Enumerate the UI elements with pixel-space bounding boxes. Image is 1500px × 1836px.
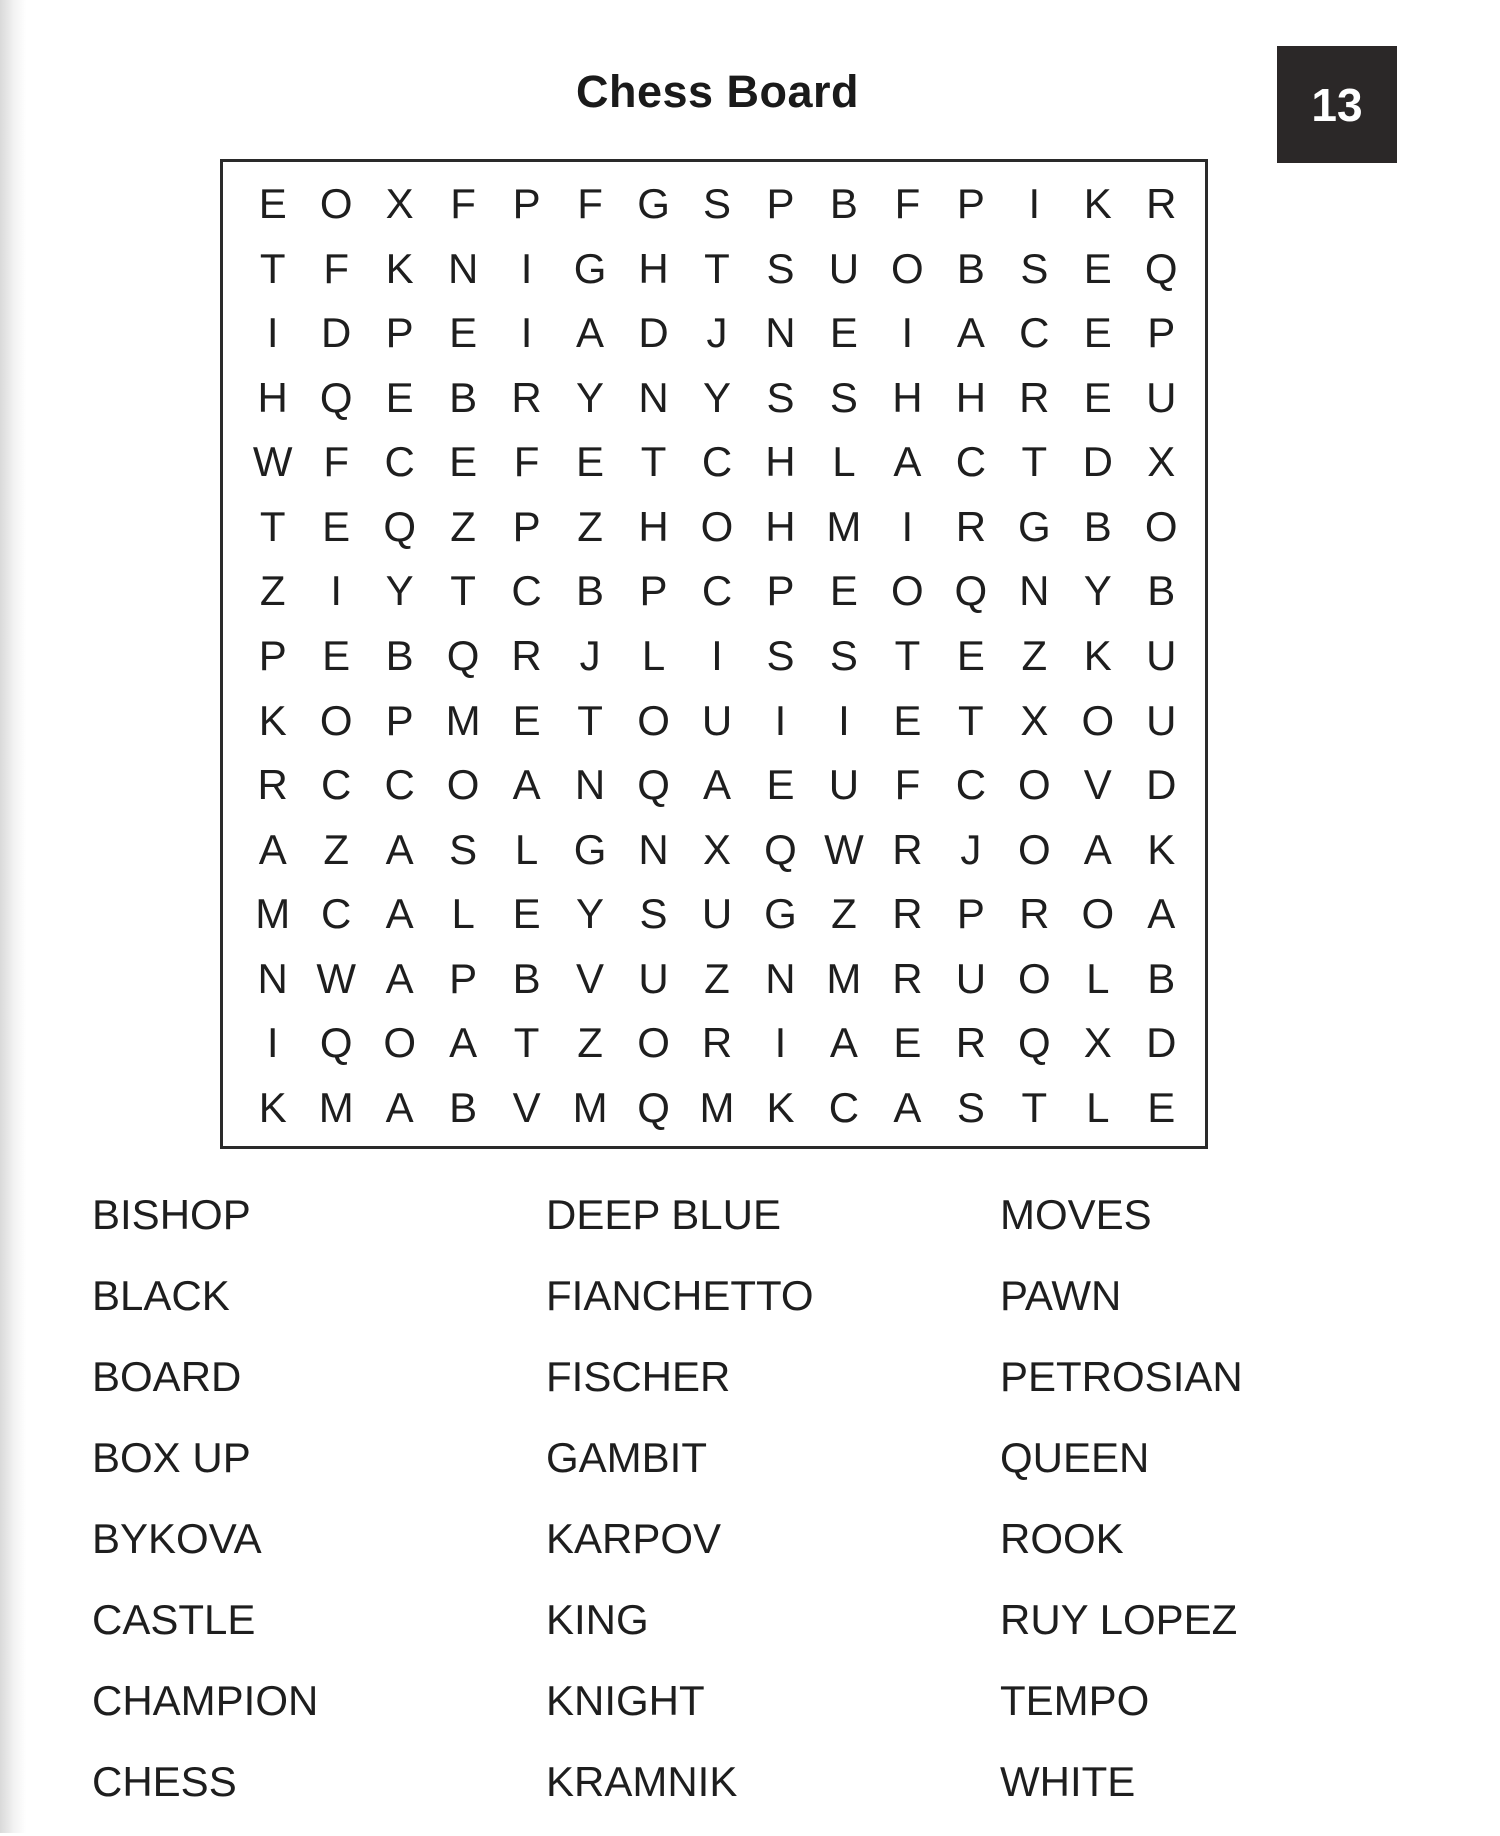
grid-letter: I (901, 309, 914, 357)
grid-letter: Q (446, 631, 480, 679)
grid-letter: A (512, 761, 541, 809)
grid-letter: B (512, 954, 541, 1002)
grid-letter: H (765, 438, 796, 486)
grid-letter: X (1083, 1019, 1112, 1067)
grid-letter: Y (385, 567, 414, 615)
grid-letter: C (384, 761, 415, 809)
grid-letter: P (956, 180, 985, 228)
grid-letter: Z (577, 1019, 603, 1067)
grid-letter: A (829, 1019, 858, 1067)
grid-letter: A (449, 1019, 478, 1067)
grid-letter: B (1147, 567, 1176, 615)
grid-letter: A (385, 1083, 414, 1131)
grid-letter: P (385, 309, 414, 357)
grid-letter: B (956, 244, 985, 292)
grid-letter: O (1144, 502, 1178, 550)
grid-letter: E (1083, 244, 1112, 292)
grid-letter: U (701, 890, 733, 938)
grid-letter: P (512, 180, 541, 228)
word-list-item: BLACK (92, 1272, 230, 1319)
grid-letter: P (258, 631, 287, 679)
word-list-item: TEMPO (1000, 1677, 1150, 1724)
grid-letter: B (829, 180, 858, 228)
grid-letter: R (892, 890, 923, 938)
grid-letter: I (266, 1019, 279, 1067)
grid-letter: O (319, 180, 353, 228)
grid-letter: T (894, 631, 921, 679)
grid-letter: Z (831, 890, 857, 938)
grid-letter: I (1028, 180, 1041, 228)
grid-letter: E (512, 696, 541, 744)
grid-letter: Z (1021, 631, 1048, 679)
grid-letter: A (385, 890, 414, 938)
grid-letter: D (1082, 438, 1113, 486)
grid-letter: U (1146, 631, 1177, 679)
grid-letter: K (1147, 825, 1176, 873)
grid-letter: Q (383, 502, 416, 550)
grid-letter: O (446, 761, 480, 809)
grid-letter: M (826, 954, 862, 1002)
grid-letter: U (1146, 696, 1177, 744)
grid-letter: M (318, 1083, 354, 1131)
grid-letter: X (1147, 438, 1176, 486)
word-list-item: PAWN (1000, 1272, 1122, 1319)
word-search-grid (241, 172, 1193, 1140)
grid-letter: C (955, 438, 987, 486)
grid-letter: Q (319, 373, 353, 421)
grid-letter: C (511, 567, 542, 615)
grid-letter: R (1019, 890, 1050, 938)
grid-letter: B (1083, 502, 1112, 550)
grid-letter: U (828, 761, 860, 809)
grid-letter: T (259, 502, 286, 550)
grid-letter: E (449, 309, 478, 357)
grid-letter: F (894, 761, 921, 809)
grid-letter: E (322, 631, 351, 679)
word-list-item: PETROSIAN (1000, 1353, 1243, 1400)
grid-letter: C (384, 438, 415, 486)
grid-letter: H (892, 373, 923, 421)
grid-letter: R (892, 825, 923, 873)
grid-letter: L (1086, 954, 1110, 1002)
word-list-item: MOVES (1000, 1191, 1152, 1238)
grid-letter: S (449, 825, 478, 873)
grid-letter: Z (450, 502, 476, 550)
grid-letter: Y (576, 373, 605, 421)
grid-letter: G (764, 890, 797, 938)
grid-letter: V (1083, 761, 1112, 809)
grid-letter: A (1083, 825, 1112, 873)
grid-letter: E (1083, 373, 1112, 421)
grid-letter: O (319, 696, 353, 744)
grid-letter: O (1017, 954, 1051, 1002)
grid-letter: L (641, 631, 666, 679)
grid-letter: I (838, 696, 850, 744)
grid-letter: Q (637, 761, 670, 809)
grid-letter: F (323, 438, 350, 486)
grid-letter: P (385, 696, 414, 744)
grid-letter: N (447, 244, 479, 292)
grid-letter: J (579, 631, 601, 679)
grid-letter: F (323, 244, 350, 292)
grid-letter: A (385, 825, 414, 873)
page-edge-shadow (0, 0, 26, 1833)
grid-letter: Z (704, 954, 730, 1002)
grid-letter: S (766, 244, 795, 292)
grid-letter: U (638, 954, 669, 1002)
grid-letter: N (574, 761, 606, 809)
grid-letter: O (1081, 890, 1115, 938)
grid-letter: E (576, 438, 605, 486)
grid-letter: T (259, 244, 286, 292)
word-list-item: CASTLE (92, 1596, 256, 1643)
grid-letter: G (573, 825, 607, 873)
grid-letter: A (385, 954, 414, 1002)
grid-letter: Q (319, 1019, 353, 1067)
grid-letter: U (701, 696, 733, 744)
word-list-item: RUY LOPEZ (1000, 1596, 1238, 1643)
grid-letter: Q (1017, 1019, 1051, 1067)
grid-letter: G (637, 180, 670, 228)
grid-letter: F (894, 180, 921, 228)
grid-letter: O (1017, 761, 1051, 809)
grid-letter: E (449, 438, 478, 486)
grid-letter: H (638, 244, 669, 292)
grid-letter: U (1146, 373, 1177, 421)
grid-letter: T (1021, 438, 1048, 486)
grid-letter: J (960, 825, 982, 873)
grid-letter: M (826, 502, 862, 550)
grid-letter: E (1083, 309, 1112, 357)
grid-letter: W (824, 825, 864, 873)
grid-letter: P (1147, 309, 1176, 357)
grid-letter: H (955, 373, 987, 421)
grid-letter: Q (954, 567, 988, 615)
grid-letter: N (257, 954, 288, 1002)
grid-letter: K (1083, 631, 1112, 679)
grid-letter: T (704, 244, 730, 292)
grid-letter: N (1019, 567, 1050, 615)
grid-letter: I (774, 696, 787, 744)
grid-letter: J (706, 309, 728, 357)
grid-letter: R (1146, 180, 1177, 228)
word-list-item: KNIGHT (546, 1677, 705, 1724)
grid-letter: M (572, 1083, 608, 1131)
grid-letter: S (829, 373, 858, 421)
grid-letter: I (520, 244, 533, 292)
grid-letter: R (511, 373, 542, 421)
grid-letter: L (832, 438, 856, 486)
grid-letter: P (956, 890, 985, 938)
word-list-item: QUEEN (1000, 1434, 1150, 1481)
grid-letter: E (829, 309, 858, 357)
grid-letter: L (451, 890, 475, 938)
grid-letter: S (639, 890, 668, 938)
grid-letter: U (828, 244, 860, 292)
word-list-item: BOARD (92, 1353, 242, 1400)
grid-letter: I (520, 309, 533, 357)
grid-letter: C (701, 438, 733, 486)
grid-letter: T (450, 567, 476, 615)
grid-letter: K (385, 244, 414, 292)
grid-letter: Q (764, 825, 797, 873)
grid-letter: D (1146, 1019, 1177, 1067)
grid-letter: S (766, 631, 795, 679)
word-list-item: KRAMNIK (546, 1758, 738, 1805)
grid-letter: R (892, 954, 923, 1002)
grid-letter: E (385, 373, 414, 421)
grid-letter: O (637, 1019, 670, 1067)
grid-letter: I (330, 567, 343, 615)
grid-letter: C (1019, 309, 1050, 357)
grid-letter: C (828, 1083, 860, 1131)
word-list-item: GAMBIT (546, 1434, 708, 1481)
grid-letter: W (252, 438, 293, 486)
word-list-item: CHAMPION (92, 1677, 319, 1724)
grid-letter: C (321, 761, 352, 809)
grid-letter: T (513, 1019, 540, 1067)
grid-letter: M (699, 1083, 735, 1131)
grid-letter: E (829, 567, 858, 615)
grid-letter: B (385, 631, 414, 679)
grid-letter: Z (259, 567, 286, 615)
word-list-item: FISCHER (546, 1353, 731, 1400)
page-number-badge: 13 (1277, 46, 1397, 163)
grid-letter: O (637, 696, 670, 744)
grid-letter: T (577, 696, 603, 744)
grid-letter: N (765, 954, 796, 1002)
grid-letter: T (1021, 1083, 1048, 1131)
word-list-item: KARPOV (546, 1515, 722, 1562)
grid-letter: I (711, 631, 723, 679)
grid-letter: M (255, 890, 291, 938)
grid-letter: K (258, 1083, 287, 1131)
grid-letter: T (958, 696, 984, 744)
grid-letter: I (266, 309, 279, 357)
grid-letter: A (576, 309, 605, 357)
grid-letter: E (893, 696, 922, 744)
word-search-grid-frame (220, 159, 1208, 1149)
grid-letter: L (514, 825, 539, 873)
grid-letter: V (576, 954, 605, 1002)
grid-letter: I (774, 1019, 787, 1067)
grid-letter: D (1146, 761, 1177, 809)
grid-letter: C (701, 567, 733, 615)
grid-letter: V (512, 1083, 541, 1131)
grid-letter: C (321, 890, 352, 938)
grid-letter: Z (323, 825, 350, 873)
grid-letter: A (956, 309, 985, 357)
grid-letter: Z (577, 502, 603, 550)
grid-letter: Q (1144, 244, 1178, 292)
grid-letter: E (322, 502, 351, 550)
grid-letter: G (1017, 502, 1051, 550)
grid-letter: O (1081, 696, 1115, 744)
grid-letter: K (1083, 180, 1112, 228)
word-list-item: FIANCHETTO (546, 1272, 814, 1319)
grid-letter: A (893, 1083, 922, 1131)
grid-letter: I (901, 502, 914, 550)
grid-letter: C (955, 761, 987, 809)
grid-letter: F (450, 180, 476, 228)
grid-letter: O (383, 1019, 416, 1067)
grid-letter: H (765, 502, 796, 550)
grid-letter: X (1020, 696, 1049, 744)
grid-letter: B (1147, 954, 1176, 1002)
grid-letter: O (700, 502, 734, 550)
grid-letter: H (257, 373, 288, 421)
grid-letter: P (639, 567, 668, 615)
grid-letter: P (449, 954, 478, 1002)
grid-letter: S (1020, 244, 1049, 292)
grid-letter: O (891, 567, 924, 615)
grid-letter: A (702, 761, 731, 809)
word-list-item: DEEP BLUE (546, 1191, 781, 1238)
grid-letter: B (576, 567, 605, 615)
grid-letter: R (511, 631, 542, 679)
grid-letter: B (449, 373, 478, 421)
grid-letter: T (640, 438, 667, 486)
grid-letter: R (955, 502, 987, 550)
grid-letter: H (638, 502, 669, 550)
grid-letter: A (893, 438, 922, 486)
grid-letter: F (513, 438, 540, 486)
grid-letter: U (955, 954, 987, 1002)
grid-letter: S (956, 1083, 985, 1131)
grid-letter: E (956, 631, 985, 679)
grid-letter: F (577, 180, 603, 228)
grid-letter: N (765, 309, 796, 357)
grid-letter: E (893, 1019, 922, 1067)
grid-letter: G (573, 244, 607, 292)
grid-letter: N (638, 825, 669, 873)
grid-letter: S (829, 631, 858, 679)
grid-letter: S (702, 180, 731, 228)
grid-letter: Q (637, 1083, 670, 1131)
word-list-item: KING (546, 1596, 649, 1643)
grid-letter: R (955, 1019, 987, 1067)
grid-letter: Y (576, 890, 605, 938)
grid-letter: O (1017, 825, 1051, 873)
grid-letter: N (638, 373, 669, 421)
word-list-item: CHESS (92, 1758, 237, 1805)
word-list-item: BISHOP (92, 1191, 251, 1238)
grid-letter: R (701, 1019, 733, 1067)
grid-letter: A (1147, 890, 1176, 938)
grid-letter: X (702, 825, 731, 873)
grid-letter: S (766, 373, 795, 421)
grid-letter: E (512, 890, 541, 938)
grid-letter: K (766, 1083, 795, 1131)
puzzle-title: Chess Board (575, 66, 860, 117)
word-list (92, 1188, 1392, 1836)
grid-letter: A (258, 825, 287, 873)
grid-letter: E (766, 761, 795, 809)
grid-letter: R (1019, 373, 1050, 421)
grid-letter: O (891, 244, 924, 292)
grid-letter: P (766, 180, 795, 228)
word-list-item: BYKOVA (92, 1515, 262, 1562)
grid-letter: Y (702, 373, 731, 421)
grid-letter: R (257, 761, 288, 809)
word-list-item: WHITE (1000, 1758, 1136, 1805)
grid-letter: D (638, 309, 669, 357)
word-list-item: BOX UP (92, 1434, 251, 1481)
grid-letter: X (385, 180, 414, 228)
grid-letter: E (1147, 1083, 1176, 1131)
grid-letter: B (449, 1083, 478, 1131)
grid-letter: Y (1083, 567, 1112, 615)
grid-letter: L (1086, 1083, 1110, 1131)
grid-letter: P (766, 567, 795, 615)
word-list-item: ROOK (1000, 1515, 1124, 1562)
grid-letter: E (258, 180, 287, 228)
grid-letter: K (258, 696, 287, 744)
grid-letter: M (445, 696, 481, 744)
grid-letter: P (512, 502, 541, 550)
grid-letter: W (316, 954, 357, 1002)
grid-letter: D (321, 309, 352, 357)
